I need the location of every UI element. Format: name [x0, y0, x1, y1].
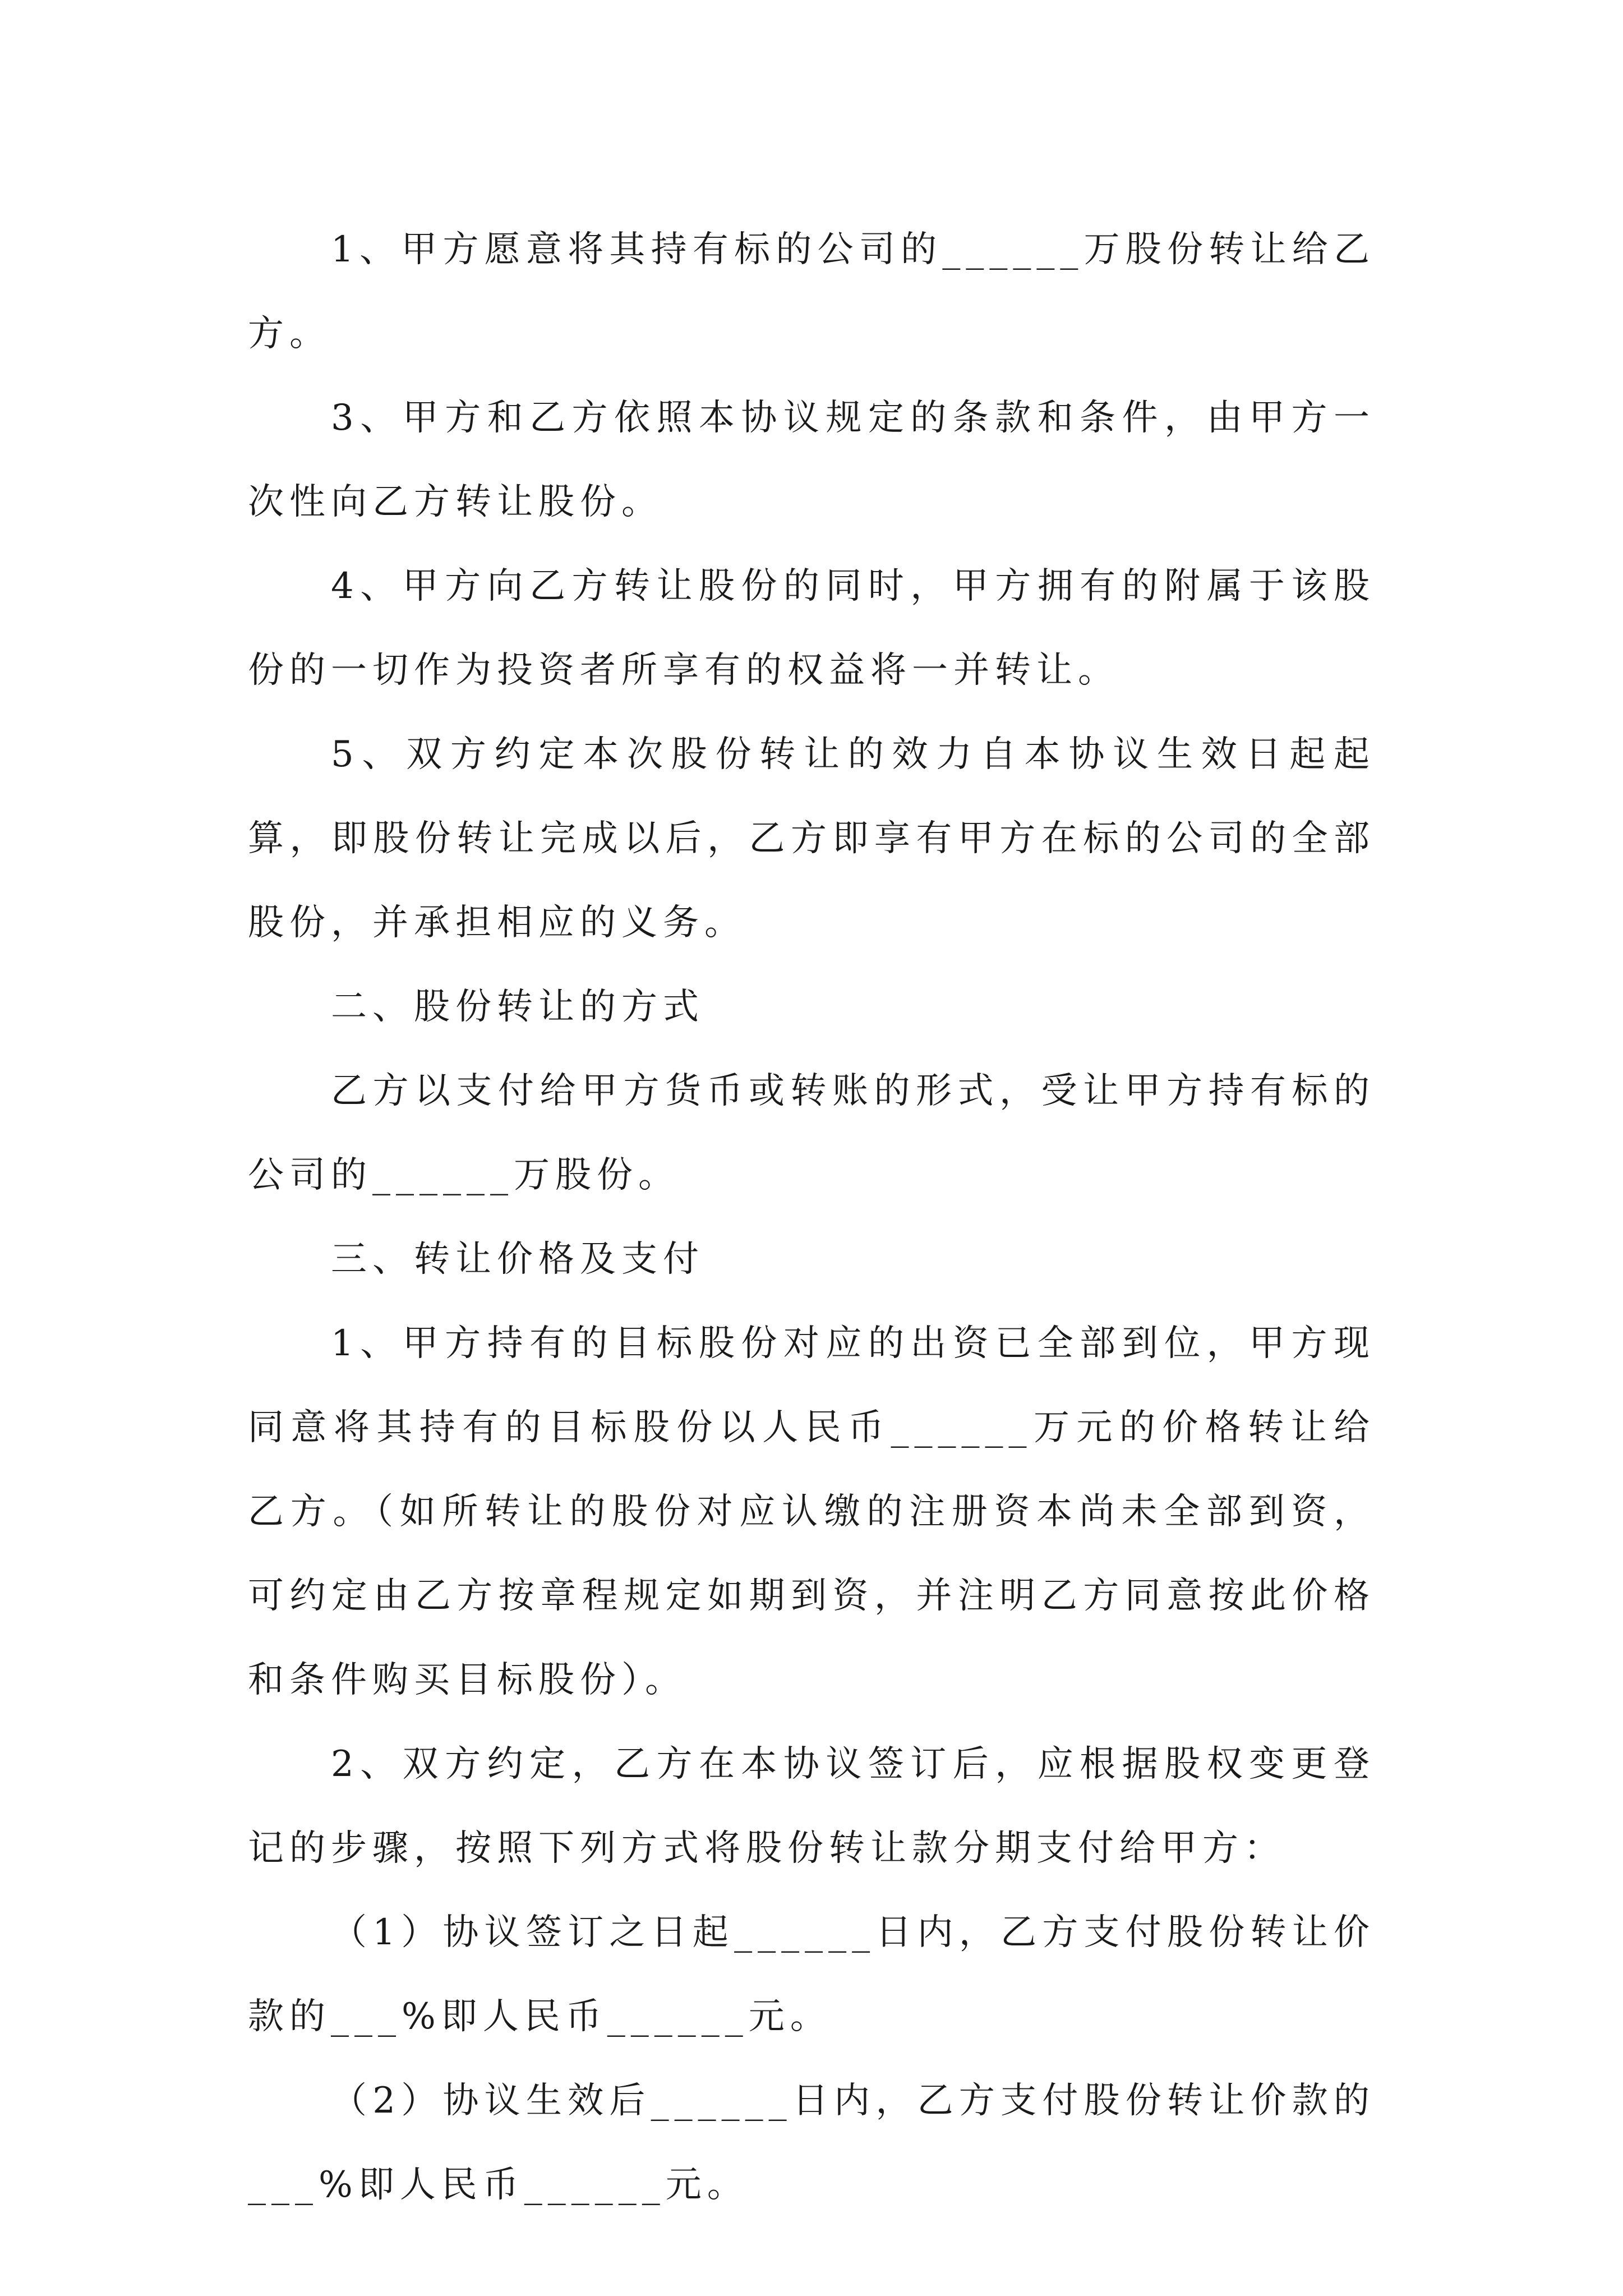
- clause-3-one-time-transfer: 3、甲方和乙方依照本协议规定的条款和条件，由甲方一次性向乙方转让股份。: [248, 397, 1375, 523]
- section-heading-price-payment: 三、转让价格及支付: [331, 1239, 704, 1280]
- price-clause-2: 2、双方约定，乙方在本协议签订后，应根据股权变更登记的步骤，按照下列方式将股份转让款分期支付给甲方：: [248, 1743, 1375, 1869]
- price-clause-1: 1、甲方持有的目标股份对应的出资已全部到位，甲方现同意将其持有的目标股份以人民币______万元的价格转让给乙方。（如所转让的股份对应认缴的注册资本尚未全部到资，可约定由乙方按章程规定如期到资，并注明乙方同意按此价格和条件购买目标股份）。: [248, 1323, 1375, 1701]
- transfer-method-text: 乙方以支付给甲方货币或转账的形式，受让甲方持有标的公司的______万股份。: [248, 1070, 1375, 1196]
- clause-1-share-transfer: 1、甲方愿意将其持有标的公司的______万股份转让给乙方。: [248, 229, 1375, 355]
- payment-installment-1: （1）协议签订之日起______日内，乙方支付股份转让价款的___%即人民币______元。: [248, 1912, 1375, 2037]
- section-heading-transfer-method: 二、股份转让的方式: [331, 986, 704, 1028]
- document-body: [248, 208, 1375, 2227]
- clause-4-rights-transfer: 4、甲方向乙方转让股份的同时，甲方拥有的附属于该股份的一切作为投资者所享有的权益将一并转让。: [248, 565, 1375, 691]
- clause-5-effectiveness: 5、双方约定本次股份转让的效力自本协议生效日起起算，即股份转让完成以后，乙方即享有甲方在标的公司的全部股份，并承担相应的义务。: [248, 734, 1375, 944]
- payment-installment-2: （2）协议生效后______日内，乙方支付股份转让价款的___%即人民币______元。: [248, 2080, 1375, 2206]
